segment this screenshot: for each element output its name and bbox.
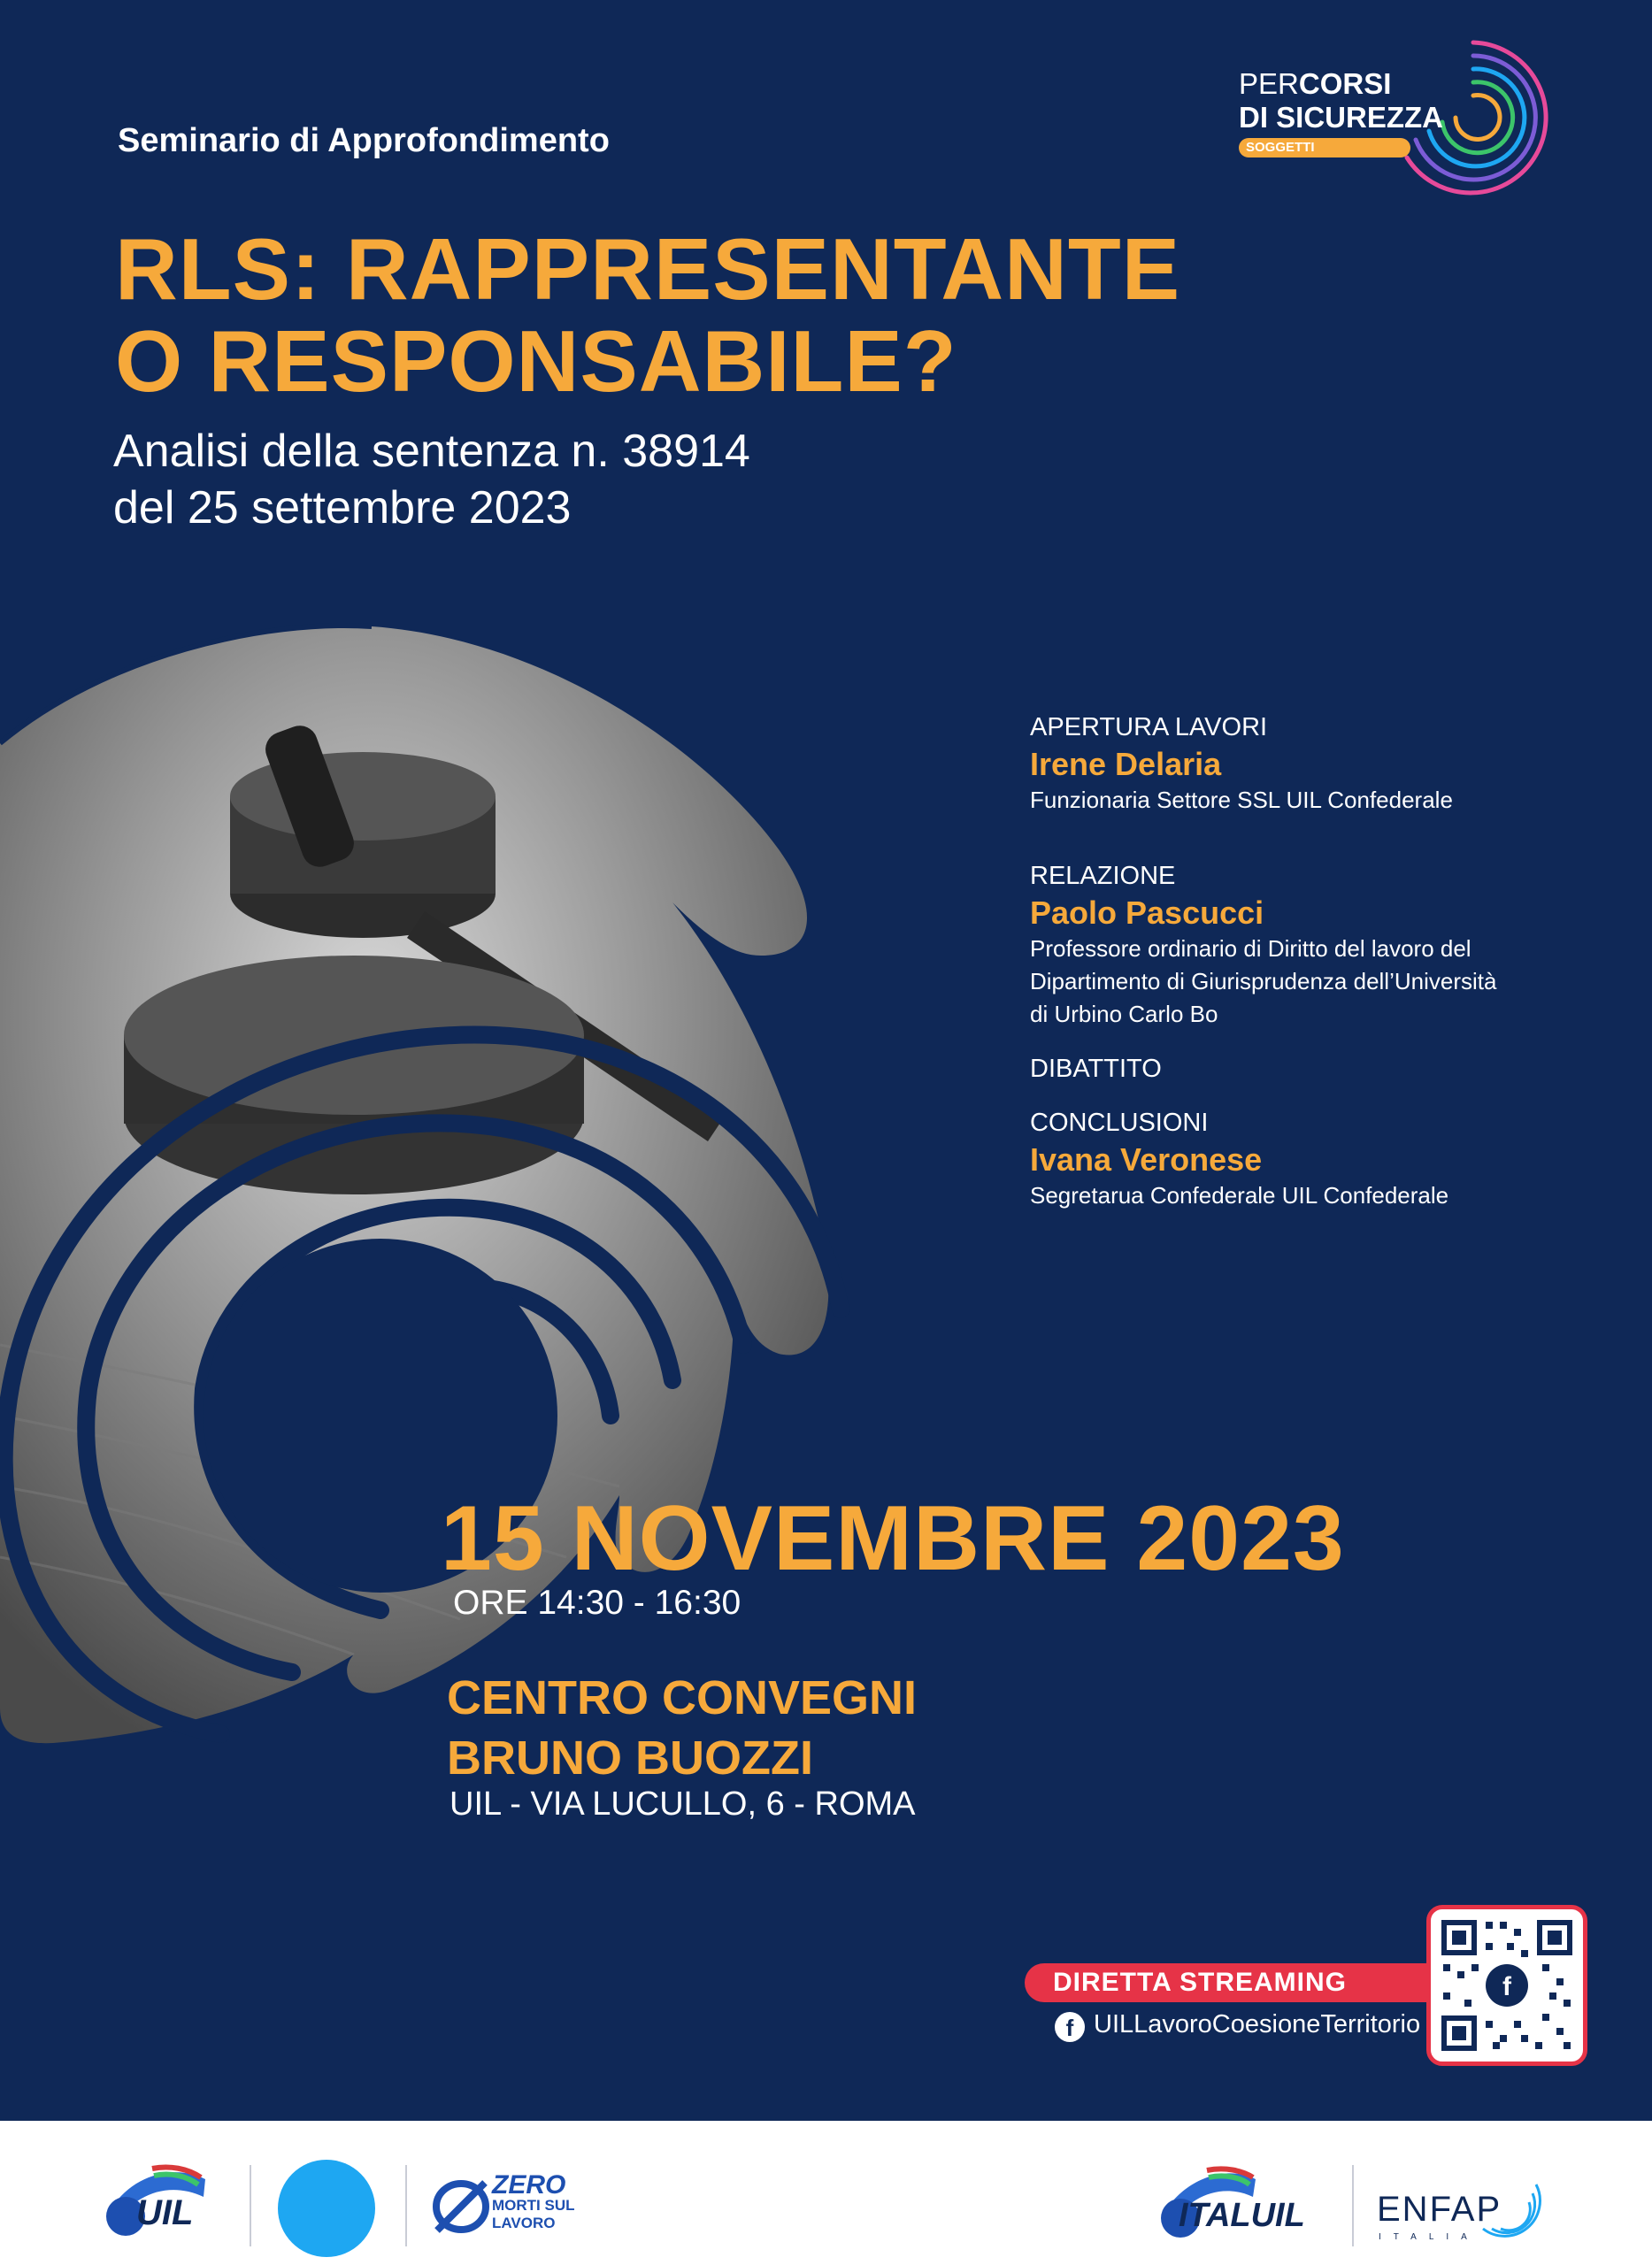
page-title (115, 220, 1181, 410)
venue-line-1: CENTRO CONVEGNI (447, 1671, 918, 1724)
footer (0, 2121, 1652, 2265)
enfap-logo (1377, 2167, 1554, 2246)
event-venue (447, 1668, 917, 1788)
facebook-icon: f (1055, 2012, 1085, 2042)
enfap-sub: ITALIA (1379, 2232, 1479, 2242)
report-label: RELAZIONE (1030, 862, 1176, 890)
percorsi-logo (1239, 34, 1557, 211)
title-line-2: O RESPONSABILE? (115, 312, 957, 410)
conclusion-speaker: Ivana Veronese (1030, 1141, 1263, 1178)
logo-text (1239, 67, 1391, 101)
logo-tag: SOGGETTI (1239, 138, 1410, 157)
gavel-photo-spiral (0, 619, 885, 1805)
footer-divider (250, 2165, 251, 2246)
zero-morti-logo (430, 2170, 607, 2241)
italuil-logo (1154, 2163, 1331, 2243)
report-role-2: Dipartimento di Giurisprudenza dell’Università (1030, 968, 1497, 994)
logo-per: PER (1239, 67, 1299, 100)
enfap-text: ENFAP (1377, 2190, 1502, 2229)
italuil-text: ITALUIL (1179, 2197, 1305, 2234)
conclusion-label: CONCLUSIONI (1030, 1109, 1209, 1137)
blue-circle-logo (278, 2160, 375, 2257)
event-date: 15 NOVEMBRE 2023 (441, 1487, 1345, 1590)
lead-subtitle (113, 423, 750, 536)
uil-logo (99, 2161, 214, 2241)
footer-divider (405, 2165, 407, 2246)
lead-line-2: del 25 settembre 2023 (113, 482, 572, 534)
event-kicker: Seminario di Approfondimento (118, 122, 610, 159)
venue-line-2: BRUNO BUOZZI (447, 1731, 813, 1785)
zero-icon (430, 2176, 492, 2238)
program (1030, 713, 1579, 1211)
zero-text-2: MORTI SUL (492, 2197, 575, 2214)
event-address: UIL - VIA LUCULLO, 6 - ROMA (449, 1785, 916, 1823)
qr-code[interactable] (1426, 1905, 1587, 2066)
event-time: ORE 14:30 - 16:30 (453, 1584, 741, 1622)
report-role-3: di Urbino Carlo Bo (1030, 1001, 1218, 1027)
qr-code-icon (1431, 1909, 1583, 2062)
title-line-1: RLS: RAPPRESENTANTE (115, 220, 1181, 318)
logo-corsi: CORSI (1298, 67, 1392, 100)
debate-label: DIBATTITO (1030, 1055, 1162, 1083)
uil-logo-text: UIL (136, 2193, 194, 2232)
logo-sicurezza: DI SICUREZZA (1239, 101, 1443, 134)
zero-text-3: LAVORO (492, 2215, 556, 2231)
svg-text:f: f (1502, 1972, 1511, 2001)
conclusion-role: Segretarua Confederale UIL Confederale (1030, 1182, 1449, 1209)
opening-speaker: Irene Delaria (1030, 746, 1222, 782)
facebook-handle-link[interactable]: UILLavoroCoesioneTerritorio (1094, 2010, 1421, 2038)
lead-line-1: Analisi della sentenza n. 38914 (113, 426, 750, 477)
footer-divider (1352, 2165, 1354, 2246)
zero-text: ZERO (492, 2170, 566, 2200)
report-speaker: Paolo Pascucci (1030, 894, 1264, 931)
opening-label: APERTURA LAVORI (1030, 713, 1268, 741)
report-role-1: Professore ordinario di Diritto del lavoro del (1030, 935, 1471, 962)
opening-role: Funzionaria Settore SSL UIL Confederale (1030, 787, 1453, 813)
streaming-label: DIRETTA STREAMING (1053, 1968, 1347, 1997)
